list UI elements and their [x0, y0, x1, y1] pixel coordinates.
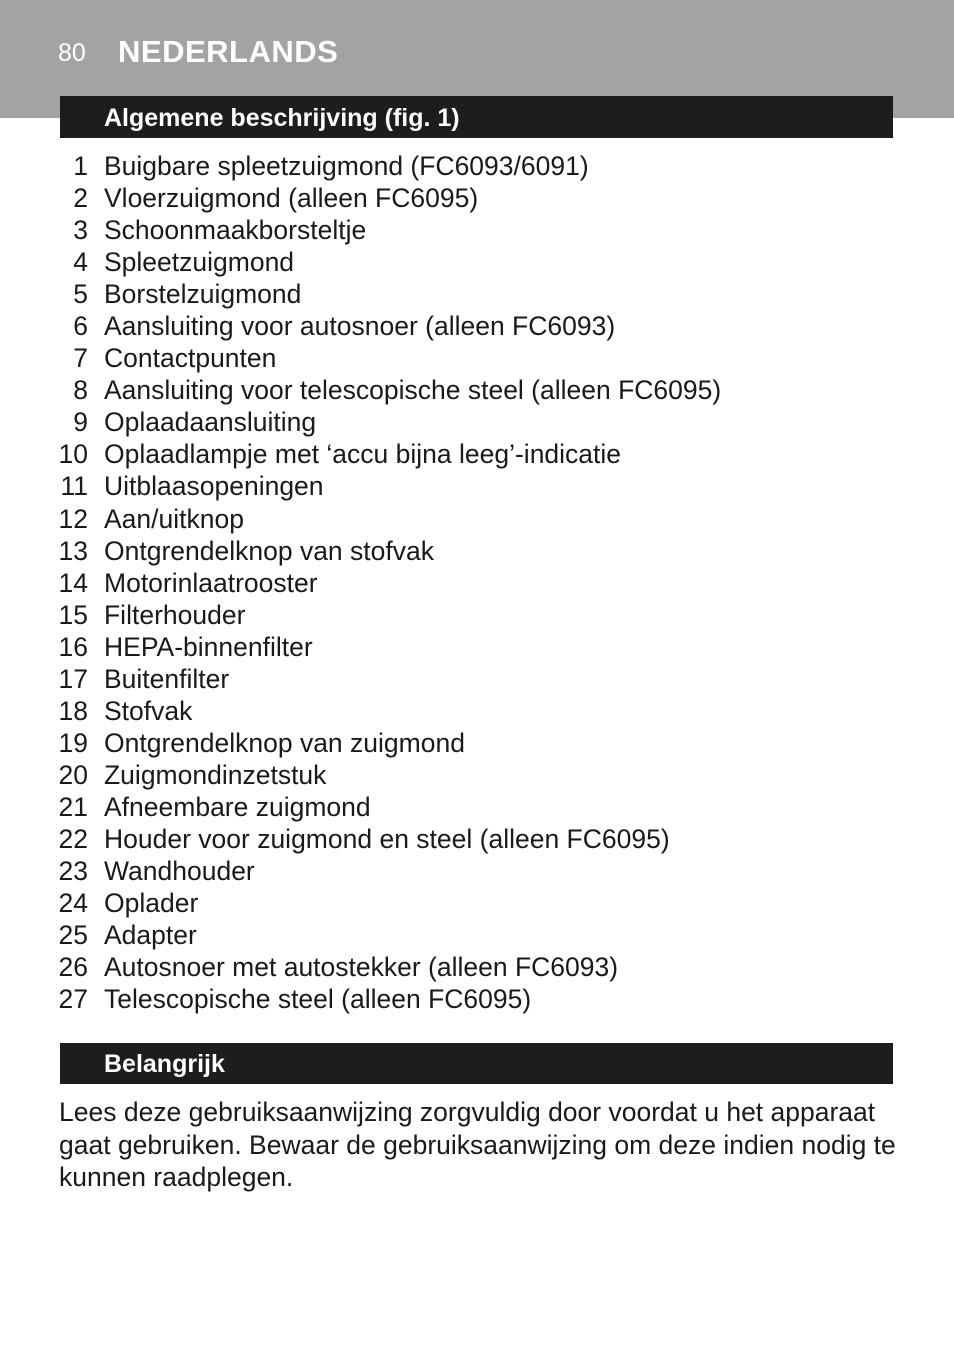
list-item-number: 22 — [58, 823, 88, 854]
list-item-label: Buitenfilter — [104, 663, 230, 694]
list-item-number: 9 — [73, 407, 88, 438]
list-item-number: 19 — [58, 727, 88, 758]
list-item-number: 26 — [58, 952, 88, 983]
section-heading-general-description: Algemene beschrijving (fig. 1) — [60, 96, 893, 138]
list-item-label: Spleetzuigmond — [104, 247, 295, 278]
list-item-number: 24 — [58, 888, 88, 919]
list-item-number: 10 — [58, 439, 88, 470]
list-item-label: Ontgrendelknop van stofvak — [104, 535, 434, 566]
list-item-label: Aansluiting voor autosnoer (alleen FC6093) — [104, 311, 616, 342]
list-item-label: Oplaadlampje met ‘accu bijna leeg’-indicatie — [104, 439, 622, 470]
list-item-label: Vloerzuigmond (alleen FC6095) — [104, 183, 479, 214]
important-paragraph: Lees deze gebruiksaanwijzing zorgvuldig door voordat u het apparaat gaat gebruiken. Bewaar de gebruiksaanwijzing om deze indien nodig te kunnen raadplegen. — [59, 1097, 896, 1192]
list-item-number: 15 — [58, 599, 88, 630]
list-item-label: Telescopische steel (alleen FC6095) — [104, 984, 532, 1015]
list-item-number: 1 — [73, 151, 88, 181]
list-item-label: Afneembare zuigmond — [104, 791, 371, 822]
language-title: NEDERLANDS — [118, 34, 339, 69]
list-item-label: Adapter — [104, 920, 197, 951]
list-item-label: Uitblaasopeningen — [104, 471, 324, 502]
list-item-label: Motorinlaatrooster — [104, 567, 318, 598]
list-item-number: 20 — [58, 759, 88, 790]
list-item-label: Houder voor zuigmond en steel (alleen FC6095) — [104, 823, 670, 854]
list-item-number: 6 — [73, 311, 88, 342]
list-item-label: Schoonmaakborsteltje — [104, 215, 367, 246]
list-item-label: Wandhouder — [104, 856, 255, 887]
list-item-label: Oplader — [104, 888, 199, 919]
list-item-number: 18 — [58, 695, 88, 726]
page-number: 80 — [58, 39, 86, 67]
list-item-number: 16 — [58, 631, 88, 662]
list-item-label: Autosnoer met autostekker (alleen FC6093) — [104, 952, 619, 983]
list-item-label: Ontgrendelknop van zuigmond — [104, 727, 465, 758]
list-item-number: 4 — [73, 247, 88, 278]
list-item-number: 21 — [58, 791, 88, 822]
list-item-number: 7 — [73, 343, 88, 374]
list-item-number: 11 — [60, 471, 88, 502]
list-item-number: 27 — [58, 984, 88, 1015]
list-item-label: Aansluiting voor telescopische steel (alleen FC6095) — [104, 375, 722, 406]
section-heading-important: Belangrijk — [60, 1043, 893, 1084]
list-item-number: 13 — [58, 535, 88, 566]
list-item-number: 25 — [58, 920, 88, 951]
list-item-number: 14 — [58, 567, 88, 598]
list-item-label: HEPA-binnenfilter — [104, 631, 313, 662]
list-item-number: 8 — [73, 375, 88, 406]
list-item-number: 17 — [58, 663, 88, 694]
list-item-number: 5 — [73, 279, 88, 310]
list-item-label: Buigbare spleetzuigmond (FC6093/6091) — [104, 151, 589, 181]
list-item-number: 2 — [73, 183, 88, 214]
list-item-label: Oplaadaansluiting — [104, 407, 317, 438]
list-item-label: Stofvak — [104, 695, 193, 726]
list-item-label: Aan/uitknop — [104, 503, 244, 534]
list-item-number: 12 — [58, 503, 88, 534]
list-item-number: 3 — [73, 215, 88, 246]
list-item-label: Borstelzuigmond — [104, 279, 302, 310]
list-item-label: Zuigmondinzetstuk — [104, 759, 327, 790]
list-item-label: Contactpunten — [104, 343, 277, 374]
list-item-number: 23 — [58, 856, 88, 887]
list-item-label: Filterhouder — [104, 599, 246, 630]
